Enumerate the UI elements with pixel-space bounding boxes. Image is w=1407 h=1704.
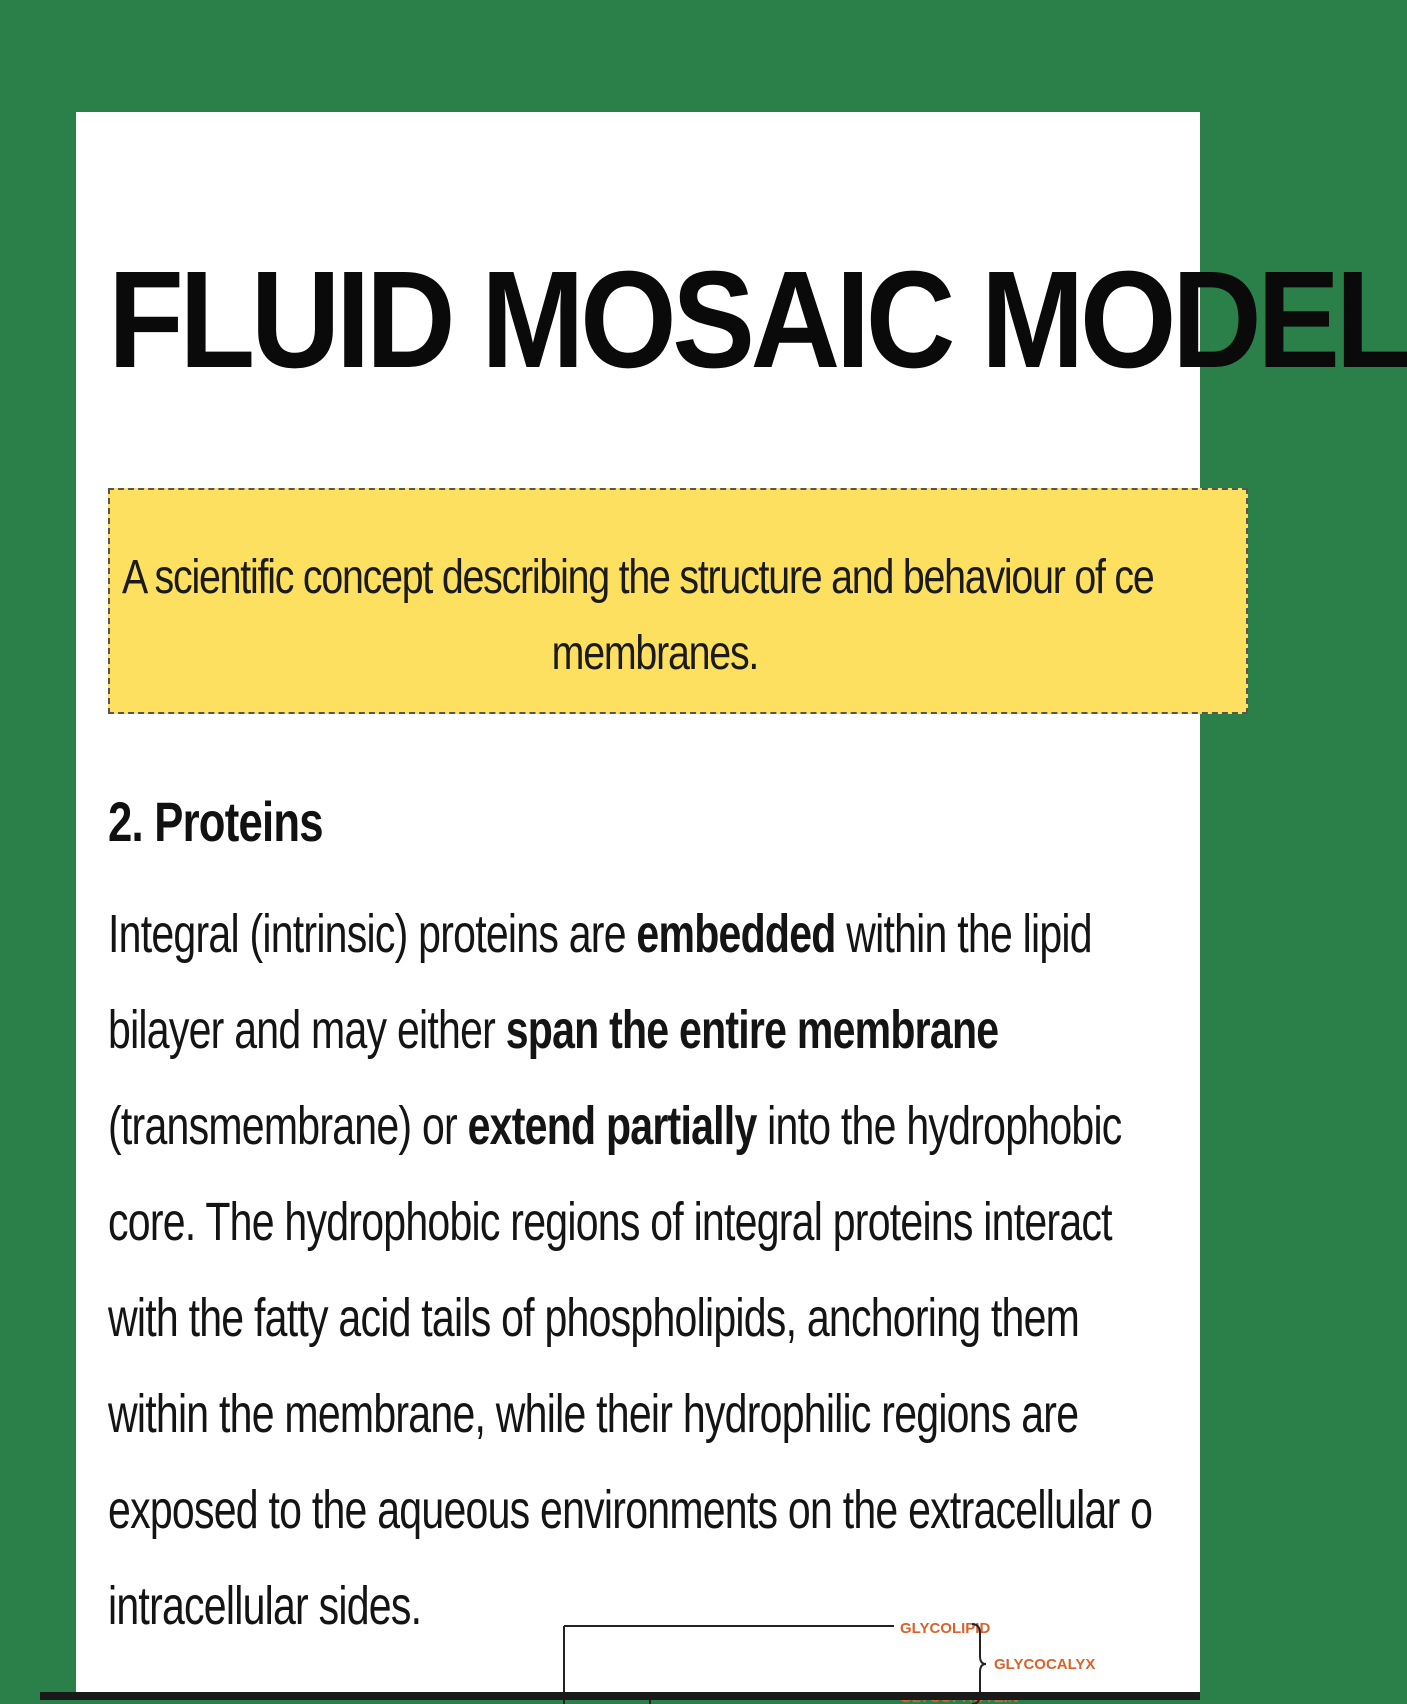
body-line (108, 1462, 1157, 1558)
body-line (108, 982, 1157, 1078)
glycocalyx-label: GLYCOCALYX (994, 1656, 1096, 1673)
body-line (108, 1174, 1157, 1270)
section-heading: 2. Proteins (108, 790, 323, 853)
glycolipid-label: GLYCOLIPID (900, 1620, 991, 1637)
bottom-edge-bar (40, 1692, 1200, 1700)
definition-line-2: membranes. (551, 627, 759, 680)
body-text-segment: (transmembrane) or (108, 1096, 468, 1156)
emphasis-text: span the entire membrane (505, 1000, 999, 1060)
document-page (76, 112, 1407, 1700)
body-text-segment: within the membrane, while their hydrophilic regions are (108, 1384, 1079, 1444)
body-text-segment: Integral (intrinsic) proteins are (108, 904, 637, 964)
emphasis-text: embedded (636, 904, 836, 964)
body-text-segment: into the hydrophobic (756, 1096, 1122, 1156)
body-line (108, 886, 1157, 982)
definition-line-1: A scientific concept describing the structure and behaviour of ce (122, 551, 1154, 604)
body-text-segment: bilayer and may either (108, 1000, 506, 1060)
body-text-segment: within the lipid (835, 904, 1092, 964)
body-line (108, 1270, 1157, 1366)
section-body (108, 886, 1157, 1654)
body-text-segment: core. The hydrophobic regions of integral proteins interact (108, 1192, 1112, 1252)
body-text-segment: with the fatty acid tails of phospholipids, anchoring them (108, 1288, 1080, 1348)
body-line (108, 1366, 1157, 1462)
body-line (108, 1078, 1157, 1174)
body-text-segment: exposed to the aqueous environments on the extracellular o (108, 1480, 1153, 1540)
emphasis-text: extend partially (467, 1096, 757, 1156)
page-title: FLUID MOSAIC MODEL (108, 243, 1407, 397)
definition-box (108, 488, 1248, 714)
body-text-segment: intracellular sides. (108, 1576, 422, 1636)
